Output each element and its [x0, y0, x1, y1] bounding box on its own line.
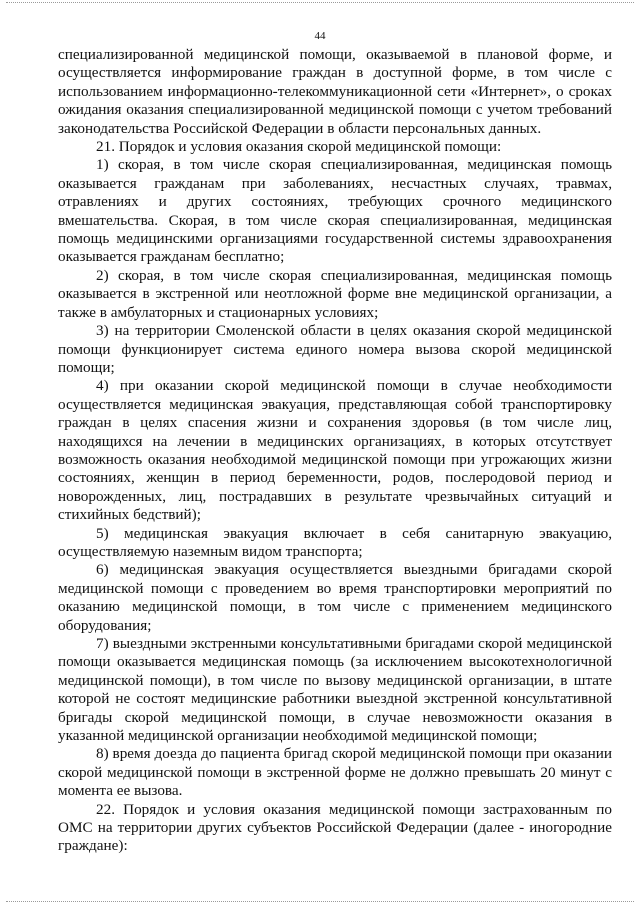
list-item-7: 7) выездными экстренными консультативными бригадами скорой медицинской помощи оказывается медицинская помощь (за исключением высокотехнологичной медицинской помощи), в том числе по вызову медицинской организации, в штате которой не состоят медицинские работники выездной экстренной консультативной бригады скорой медицинской помощи, в случае невозможности оказания в указанной медицинской организации необходимой медицинской помощи;: [58, 635, 612, 745]
document-body: [58, 46, 612, 856]
list-item-4: 4) при оказании скорой медицинской помощи в случае необходимости осуществляется медицинская эвакуация, представляющая собой транспортировку граждан в целях спасения жизни и сохранения здоровья (в том числе лиц, находящихся на лечении в медицинских организациях, в которых отсутствует возможность оказания необходимой медицинской помощи при угрожающих жизни состояниях, женщин в период беременности, родов, послеродовой период и новорожденных, лиц, пострадавших в результате чрезвычайных ситуаций и стихийных бедствий);: [58, 377, 612, 524]
list-item-2: 2) скорая, в том числе скорая специализированная, медицинская помощь оказывается в экстренной или неотложной форме вне медицинской организации, а также в амбулаторных и стационарных условиях;: [58, 266, 612, 321]
page-number: 44: [314, 30, 326, 42]
scan-edge-top: [6, 2, 634, 3]
list-item-3: 3) на территории Смоленской области в целях оказания скорой медицинской помощи функционирует система единого номера вызова скорой медицинской помощи;: [58, 322, 612, 376]
list-item-8: 8) время доезда до пациента бригад скорой медицинской помощи при оказании скорой медицинской помощи в экстренной форме не должно превышать 20 минут с момента ее вызова.: [58, 745, 612, 800]
scan-edge-bottom: [6, 901, 634, 902]
paragraph-continuation: специализированной медицинской помощи, оказываемой в плановой форме, и осуществляется информирование граждан в доступной форме, в том числе с использованием информационно-телекоммуникационной сети «Интернет», о сроках ожидания оказания специализированной медицинской помощи с учетом требований законодательства Российской Федерации в области персональных данных.: [58, 46, 612, 137]
list-item-1: 1) скорая, в том числе скорая специализированная, медицинская помощь оказывается гражданам при заболеваниях, несчастных случаях, травмах, отравлениях и других состояниях, требующих срочного медицинского вмешательства. Скорая, в том числе скорая специализированная, медицинская помощь медицинскими организациями государственной системы здравоохранения оказывается гражданам бесплатно;: [58, 156, 612, 266]
section-22-heading: 22. Порядок и условия оказания медицинской помощи застрахованным по ОМС на территории других субъектов Российской Федерации (далее - иногородние граждане):: [58, 800, 612, 855]
section-21-heading: 21. Порядок и условия оказания скорой медицинской помощи:: [96, 138, 502, 156]
list-item-5: 5) медицинская эвакуация включает в себя санитарную эвакуацию, осуществляемую наземным видом транспорта;: [58, 524, 612, 560]
list-item-6: 6) медицинская эвакуация осуществляется выездными бригадами скорой медицинской помощи с проведением во время транспортировки мероприятий по оказанию медицинской помощи, в том числе с применением медицинского оборудования;: [58, 561, 612, 634]
